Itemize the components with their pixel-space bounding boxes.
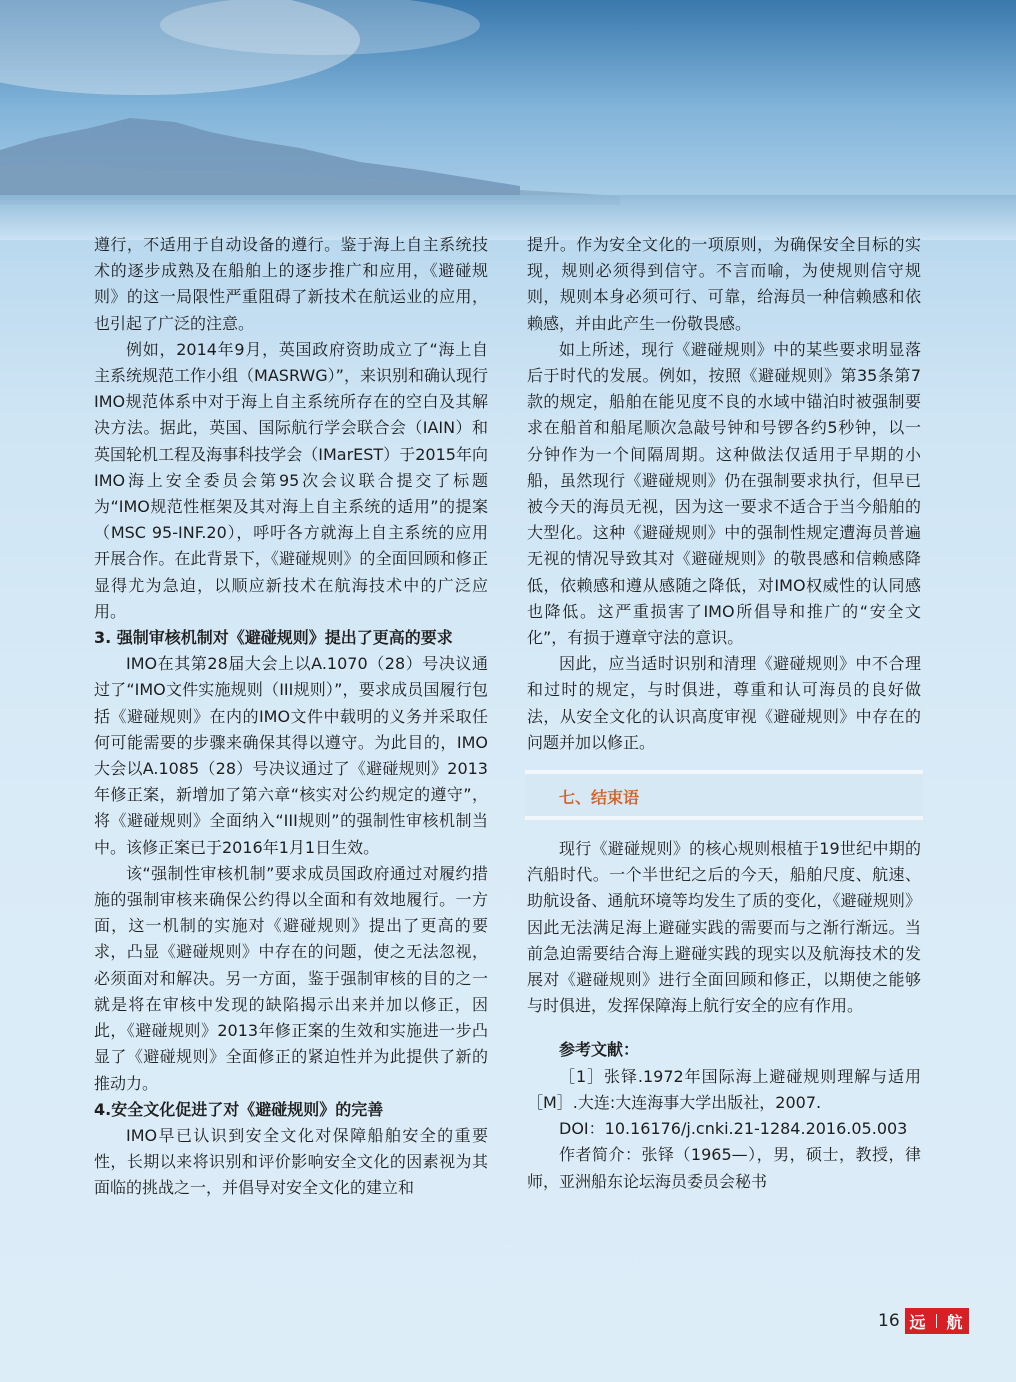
references-title: 参考文献：	[559, 1040, 640, 1060]
reference-item: ［1］张铎.1972年国际海上避碰规则理解与适用［M］.大连:大连海事大学出版社，2007.	[527, 1066, 921, 1112]
sky-mountain-background	[0, 0, 1016, 240]
body-paragraph: 现行《避碰规则》的核心规则根植于19世纪中期的汽船时代。一个半世纪之后的今天，船舶尺度、航速、助航设备、通航环境等均发生了质的变化，《避碰规则》因此无法满足海上避碰实践的需要而与之渐行渐远。当前急迫需要结合海上避碰实践的现实以及航海技术的发展对《避碰规则》进行全面回顾和修正，以期使之能够与时俱进，发挥保障海上航行安全的应有作用。	[527, 839, 921, 1016]
left-column	[94, 232, 488, 1202]
body-paragraph: 例如，2014年9月，英国政府资助成立了“海上自主系统规范工作小组（MASRWG）”，来识别和确认现行IMO规范体系中对于海上自主系统所存在的空白及其解决方法。据此，英国、国际航行学会联合会（IAIN）和英国轮机工程及海事科技学会（IMarEST）于2015年向IMO海上安全委员会第95次会议联合提交了标题为“IMO规范性框架及其对海上自主系统的适用”的提案（MSC 95-INF.20），呼吁各方就海上自主系统的应用开展合作。在此背景下，《避碰规则》的全面回顾和修正显得尤为急迫，以顺应新技术在航海技术中的广泛应用。	[94, 339, 488, 621]
logo-divider	[936, 1314, 937, 1328]
section-subheading: 3. 强制审核机制对《避碰规则》提出了更高的要求	[94, 628, 453, 648]
magazine-logo	[905, 1308, 969, 1334]
right-column	[527, 232, 921, 1195]
logo-char: 航	[946, 1312, 965, 1332]
body-paragraph: 因此，应当适时识别和清理《避碰规则》中不合理和过时的规定，与时俱进，尊重和认可海员的良好做法，从安全文化的认识高度审视《避碰规则》中存在的问题并加以修正。	[527, 654, 921, 752]
right-column-body	[527, 232, 921, 756]
body-paragraph: IMO在其第28届大会上以A.1070（28）号决议通过了“IMO文件实施规则（III规则）”，要求成员国履行包括《避碰规则》在内的IMO文件中载明的义务并采取任何可能需要的步骤来确保其得以遵守。为此目的，IMO大会以A.1085（28）号决议通过了《避碰规则》2013年修正案，新增加了第六章“核实对公约规定的遵守”，将《避碰规则》全面纳入“III规则”的强制性审核机制当中。该修正案已于2016年1月1日生效。	[94, 654, 488, 857]
doi-line: DOI：10.16176/j.cnki.21-1284.2016.05.003	[559, 1119, 908, 1139]
author-bio: 作者简介：张铎（1965—），男，硕士，教授，律师，亚洲船东论坛海员委员会秘书	[527, 1145, 921, 1191]
logo-char: 远	[909, 1312, 928, 1332]
section-heading-bar	[525, 770, 923, 820]
body-paragraph: 该“强制性审核机制”要求成员国政府通过对履约措施的强制审核来确保公约得以全面和有效地履行。一方面，这一机制的实施对《避碰规则》提出了更高的要求，凸显《避碰规则》中存在的问题，使之无法忽视，必须面对和解决。另一方面，鉴于强制审核的目的之一就是将在审核中发现的缺陷揭示出来并加以修正，因此，《避碰规则》2013年修正案的生效和实施进一步凸显了《避碰规则》全面修正的紧迫性并为此提供了新的推动力。	[94, 863, 488, 1093]
section-title: 七、结束语	[559, 788, 640, 808]
page-number: 16	[878, 1311, 900, 1331]
right-column-conclusion	[527, 836, 921, 1019]
body-paragraph: 遵行，不适用于自动设备的遵行。鉴于海上自主系统技术的逐步成熟及在船舶上的逐步推广和应用，《避碰规则》的这一局限性严重阻碍了新技术在航运业的应用，也引起了广泛的注意。	[94, 235, 488, 333]
body-paragraph: 提升。作为安全文化的一项原则，为确保安全目标的实现，规则必须得到信守。不言而喻，为使规则信守规则，规则本身必须可行、可靠，给海员一种信赖感和依赖感，并由此产生一份敬畏感。	[527, 235, 921, 333]
body-paragraph: IMO早已认识到安全文化对保障船舶安全的重要性，长期以来将识别和评价影响安全文化的因素视为其面临的挑战之一，并倡导对安全文化的建立和	[94, 1125, 488, 1198]
section-subheading: 4.安全文化促进了对《避碰规则》的完善	[94, 1099, 384, 1119]
body-paragraph: 如上所述，现行《避碰规则》中的某些要求明显落后于时代的发展。例如，按照《避碰规则》第35条第7款的规定，船舶在能见度不良的水域中锚泊时被强制要求在船首和船尾顺次急敲号钟和号锣各约5秒钟，以一分钟作为一个间隔周期。这种做法仅适用于早期的小船，虽然现行《避碰规则》仍在强制要求执行，但早已被今天的海员无视，因为这一要求不适合于当今船舶的大型化。这种《避碰规则》中的强制性规定遭海员普遍无视的情况导致其对《避碰规则》的敬畏感和信赖感降低，依赖感和遵从感随之降低，对IMO权威性的认同感也降低。这严重损害了IMO所倡导和推广的“安全文化”，有损于遵章守法的意识。	[527, 339, 921, 648]
